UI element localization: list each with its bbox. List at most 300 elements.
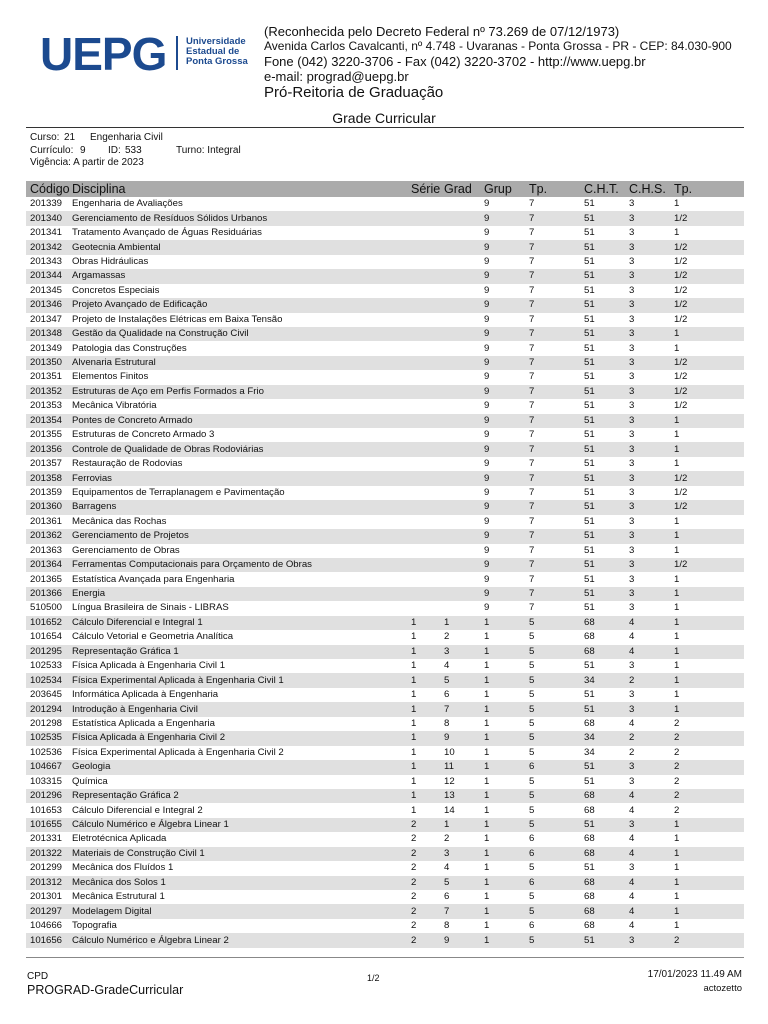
- cell-codigo: 203645: [30, 689, 63, 701]
- cell-codigo: 201342: [26, 240, 68, 254]
- cell-grup: 9: [484, 573, 490, 585]
- cell-serie: [407, 298, 440, 312]
- cell-disciplina: Cálculo Diferencial e Integral 2: [72, 804, 203, 816]
- cell-cht: 34: [580, 731, 625, 745]
- cell-tp: 7: [525, 327, 580, 341]
- cell-grad: [440, 370, 480, 384]
- cell-grup: 9: [484, 400, 490, 412]
- cell-disciplina: Pontes de Concreto Armado: [68, 414, 407, 428]
- cell-tp2: 2: [674, 775, 680, 787]
- cell-grad: [440, 544, 480, 558]
- cell-codigo: 201358: [26, 471, 68, 485]
- cell-tp2: 1: [674, 920, 680, 932]
- cell-grad: 7: [440, 702, 480, 716]
- table-row: [26, 240, 744, 254]
- course-info: [30, 132, 241, 170]
- cell-tp: 5: [529, 717, 535, 729]
- cell-tp2: 1: [670, 645, 744, 659]
- cell-cht: 51: [584, 458, 595, 470]
- cell-grup: 9: [480, 327, 525, 341]
- curso-label: Curso:: [30, 132, 60, 143]
- cell-cht: 51: [580, 587, 625, 601]
- cell-grup: 1: [484, 746, 490, 758]
- table-row: [26, 298, 744, 312]
- cell-tp: 7: [525, 211, 580, 225]
- cell-tp2: 1: [674, 862, 680, 874]
- cell-tp: 6: [525, 876, 580, 890]
- cell-grad: 10: [444, 746, 455, 758]
- cell-disciplina: Mecânica dos Solos 1: [68, 876, 407, 890]
- cell-codigo: 201301: [30, 891, 63, 903]
- cell-codigo: 201354: [26, 414, 68, 428]
- cell-grup: 1: [484, 862, 490, 874]
- cell-serie: [407, 240, 440, 254]
- table-row: [26, 789, 744, 803]
- cell-tp: 7: [529, 371, 535, 383]
- university-name-line2: Estadual de: [186, 46, 240, 57]
- cell-codigo: 201298: [30, 717, 63, 729]
- table-row: [26, 399, 744, 413]
- cell-tp2: 1: [670, 847, 744, 861]
- cell-grad: [440, 313, 480, 327]
- cell-grup: 9: [484, 198, 490, 210]
- cell-disciplina: Mecânica Vibratória: [72, 400, 157, 412]
- cell-grup: 9: [480, 558, 525, 572]
- cell-disciplina: Equipamentos de Terraplanagem e Pavimentação: [72, 486, 285, 498]
- cell-tp: 7: [529, 400, 535, 412]
- cell-serie: [407, 529, 440, 543]
- cell-tp: 7: [529, 486, 535, 498]
- cell-cht: 51: [584, 660, 595, 672]
- cell-tp: 5: [525, 818, 580, 832]
- cell-serie: 2: [407, 818, 440, 832]
- cell-tp2: 2: [670, 933, 744, 947]
- cell-tp: 7: [525, 529, 580, 543]
- cell-chs: 3: [625, 529, 670, 543]
- cell-codigo: 102535: [26, 731, 68, 745]
- table-row: [26, 933, 744, 947]
- table-row: [26, 486, 744, 500]
- cell-tp2: 1/2: [670, 269, 744, 283]
- cell-tp2: 1: [670, 587, 744, 601]
- cell-disciplina: Mecânica dos Fluídos 1: [72, 862, 174, 874]
- cell-chs: 4: [629, 717, 635, 729]
- cell-serie: 1: [411, 631, 417, 643]
- cell-tp2: 1: [674, 573, 680, 585]
- cell-grup: 1: [480, 645, 525, 659]
- cell-tp: 5: [529, 689, 535, 701]
- cell-tp: 5: [529, 660, 535, 672]
- cell-tp: 5: [525, 616, 580, 630]
- cell-tp: 7: [525, 298, 580, 312]
- cell-cht: 51: [584, 227, 595, 239]
- cell-chs: 3: [625, 442, 670, 456]
- cell-cht: 68: [580, 645, 625, 659]
- cell-tp: 7: [529, 573, 535, 585]
- cell-serie: 1: [411, 804, 417, 816]
- cell-grup: 9: [480, 414, 525, 428]
- cell-chs: 3: [625, 500, 670, 514]
- cell-disciplina: Energia: [68, 587, 407, 601]
- cell-chs: 3: [629, 486, 635, 498]
- cell-tp: 7: [529, 342, 535, 354]
- cell-disciplina: Gerenciamento de Obras: [72, 544, 180, 556]
- cell-cht: 51: [580, 240, 625, 254]
- cell-codigo: 201353: [30, 400, 63, 412]
- cell-cht: 68: [580, 616, 625, 630]
- cell-cht: 51: [580, 760, 625, 774]
- cell-tp2: 1: [674, 602, 680, 614]
- cell-grup: 1: [480, 731, 525, 745]
- cell-grup: 9: [480, 529, 525, 543]
- cell-chs: 3: [625, 327, 670, 341]
- table-row: [26, 529, 744, 543]
- cell-tp: 7: [529, 602, 535, 614]
- col-grup: Grup: [480, 181, 525, 197]
- cell-chs: 3: [629, 775, 635, 787]
- cell-serie: [407, 269, 440, 283]
- cell-grup: 9: [484, 284, 490, 296]
- cell-disciplina: Estruturas de Concreto Armado 3: [72, 429, 215, 441]
- cell-serie: [407, 486, 440, 500]
- cell-tp2: 2: [674, 804, 680, 816]
- cell-tp: 7: [529, 227, 535, 239]
- cell-cht: 68: [584, 833, 595, 845]
- cell-serie: [407, 414, 440, 428]
- cell-tp2: 1/2: [670, 211, 744, 225]
- cell-grad: 6: [444, 689, 450, 701]
- cell-codigo: 201296: [26, 789, 68, 803]
- footer-datetime: 17/01/2023 11.49 AM: [647, 969, 742, 980]
- cell-tp2: 1/2: [674, 371, 688, 383]
- cell-disciplina: Língua Brasileira de Sinais - LIBRAS: [72, 602, 229, 614]
- cell-grad: 1: [440, 616, 480, 630]
- cell-serie: [407, 197, 440, 211]
- cell-chs: 3: [625, 558, 670, 572]
- cell-serie: 1: [407, 645, 440, 659]
- table-row: [26, 284, 744, 298]
- col-grad: Grad: [440, 181, 480, 197]
- cell-tp: 7: [525, 471, 580, 485]
- cell-tp: 7: [525, 269, 580, 283]
- cell-tp: 5: [529, 775, 535, 787]
- cell-chs: 3: [629, 515, 635, 527]
- cell-disciplina: Informática Aplicada à Engenharia: [72, 689, 219, 701]
- cell-serie: 2: [411, 920, 417, 932]
- cell-cht: 68: [580, 789, 625, 803]
- cell-serie: [407, 226, 440, 240]
- university-name-line1: Universidade: [186, 36, 246, 47]
- cell-grad: 4: [444, 862, 450, 874]
- cell-disciplina: Restauração de Rodovias: [72, 458, 183, 470]
- cell-grad: [440, 269, 480, 283]
- cell-codigo: 201349: [30, 342, 63, 354]
- cell-chs: 3: [625, 385, 670, 399]
- cell-disciplina: Estatística Avançada para Engenharia: [72, 573, 235, 585]
- cell-serie: 1: [407, 673, 440, 687]
- table-row: [26, 356, 744, 370]
- cell-tp: 5: [529, 746, 535, 758]
- cell-disciplina: Mecânica Estrutural 1: [72, 891, 165, 903]
- cell-tp2: 1: [674, 342, 680, 354]
- cell-chs: 3: [629, 602, 635, 614]
- cell-serie: [407, 327, 440, 341]
- cell-chs: 3: [629, 284, 635, 296]
- cell-chs: 3: [629, 862, 635, 874]
- uepg-logo: [40, 28, 250, 78]
- cell-chs: 3: [629, 227, 635, 239]
- university-name-line3: Ponta Grossa: [186, 56, 248, 67]
- cell-grad: 14: [444, 804, 455, 816]
- cell-serie: 2: [407, 847, 440, 861]
- footer-user: actozetto: [703, 983, 742, 994]
- cell-grad: [440, 442, 480, 456]
- table-row: [26, 587, 744, 601]
- cell-codigo: 102534: [26, 673, 68, 687]
- cell-serie: 2: [407, 933, 440, 947]
- cell-codigo: 201346: [26, 298, 68, 312]
- cell-grup: 9: [484, 602, 490, 614]
- cell-tp: 7: [529, 255, 535, 267]
- cell-serie: [407, 370, 440, 384]
- cell-grup: 1: [484, 631, 490, 643]
- id-label: ID:: [108, 144, 121, 156]
- table-body: [26, 197, 744, 948]
- cell-grad: [440, 226, 480, 240]
- cell-chs: 4: [625, 645, 670, 659]
- cell-serie: [407, 601, 440, 615]
- cell-cht: 51: [584, 689, 595, 701]
- cell-codigo: 201361: [30, 515, 63, 527]
- table-row: [26, 673, 744, 687]
- recognition-decree: (Reconhecida pelo Decreto Federal nº 73.269 de 07/12/1973): [264, 24, 620, 39]
- cell-disciplina: Física Aplicada à Engenharia Civil 1: [72, 660, 226, 672]
- cell-grad: 8: [444, 717, 450, 729]
- cell-disciplina: Física Experimental Aplicada à Engenharia Civil 2: [72, 746, 284, 758]
- vigencia: Vigência: A partir de 2023: [30, 157, 144, 168]
- cell-tp2: 1/2: [670, 500, 744, 514]
- table-row: [26, 558, 744, 572]
- curriculum-line: [30, 145, 241, 158]
- table-row: [26, 226, 744, 240]
- cell-tp2: 1: [674, 833, 680, 845]
- cell-tp: 7: [529, 544, 535, 556]
- cell-codigo: 201299: [30, 862, 63, 874]
- table-row: [26, 890, 744, 904]
- cell-cht: 68: [580, 847, 625, 861]
- cell-chs: 4: [625, 904, 670, 918]
- cell-chs: 3: [629, 400, 635, 412]
- cell-grup: 9: [480, 385, 525, 399]
- cell-tp2: 1: [670, 327, 744, 341]
- cell-chs: 3: [625, 471, 670, 485]
- cell-serie: 2: [407, 904, 440, 918]
- cell-grad: 2: [444, 833, 450, 845]
- cell-cht: 51: [580, 933, 625, 947]
- cell-grup: 9: [484, 255, 490, 267]
- cell-cht: 68: [584, 891, 595, 903]
- table-row: [26, 197, 744, 211]
- cell-grup: 1: [480, 933, 525, 947]
- cell-disciplina: Concretos Especiais: [72, 284, 160, 296]
- cell-disciplina: Física Experimental Aplicada à Engenharia Civil 1: [68, 673, 407, 687]
- table-row: [26, 803, 744, 817]
- curriculum-table: [26, 181, 744, 948]
- cell-cht: 51: [584, 573, 595, 585]
- cell-grad: [440, 572, 480, 586]
- cell-chs: 3: [625, 269, 670, 283]
- cell-cht: 51: [580, 442, 625, 456]
- cell-tp2: 1: [674, 458, 680, 470]
- cell-chs: 3: [625, 818, 670, 832]
- cell-codigo: 201355: [30, 429, 63, 441]
- cell-cht: 51: [580, 818, 625, 832]
- cell-cht: 68: [584, 631, 595, 643]
- table-row: [26, 876, 744, 890]
- cell-grup: 1: [480, 760, 525, 774]
- cell-tp: 6: [525, 760, 580, 774]
- table-row: [26, 370, 744, 384]
- cell-grup: 1: [480, 673, 525, 687]
- cell-disciplina: Tratamento Avançado de Águas Residuárias: [72, 227, 262, 239]
- cell-tp2: 1: [674, 631, 680, 643]
- cell-cht: 51: [584, 342, 595, 354]
- cell-tp: 5: [529, 862, 535, 874]
- email: e-mail: prograd@uepg.br: [264, 69, 409, 84]
- cell-grad: [440, 298, 480, 312]
- cell-disciplina: Física Aplicada à Engenharia Civil 2: [68, 731, 407, 745]
- cell-grad: 9: [440, 731, 480, 745]
- cell-cht: 51: [584, 284, 595, 296]
- table-row: [26, 428, 744, 442]
- cell-chs: 2: [625, 731, 670, 745]
- cell-grup: 1: [480, 616, 525, 630]
- cell-codigo: 102533: [30, 660, 63, 672]
- cell-cht: 51: [580, 558, 625, 572]
- cell-tp: 7: [529, 515, 535, 527]
- cell-grad: [440, 428, 480, 442]
- cell-codigo: 201359: [30, 486, 63, 498]
- cell-codigo: 201331: [30, 833, 63, 845]
- cell-grad: 12: [444, 775, 455, 787]
- cell-chs: 2: [629, 746, 635, 758]
- cell-disciplina: Cálculo Diferencial e Integral 1: [68, 616, 407, 630]
- cell-tp2: 1/2: [670, 356, 744, 370]
- cell-tp: 5: [525, 904, 580, 918]
- cell-grad: [440, 356, 480, 370]
- cell-grup: 9: [484, 313, 490, 325]
- cell-grad: [440, 399, 480, 413]
- cell-codigo: 201294: [26, 702, 68, 716]
- table-row: [26, 746, 744, 760]
- cell-serie: [407, 500, 440, 514]
- cell-grup: 1: [484, 660, 490, 672]
- cell-cht: 34: [580, 673, 625, 687]
- cell-chs: 3: [625, 298, 670, 312]
- turno: Turno: Integral: [176, 144, 241, 156]
- cell-cht: 51: [580, 385, 625, 399]
- cell-serie: [407, 284, 440, 298]
- table-row: [26, 731, 744, 745]
- cell-serie: [407, 558, 440, 572]
- cell-grup: 9: [484, 515, 490, 527]
- cell-disciplina: Representação Gráfica 2: [68, 789, 407, 803]
- cell-disciplina: Geotecnia Ambiental: [68, 240, 407, 254]
- cell-serie: 1: [411, 717, 417, 729]
- table-row: [26, 659, 744, 673]
- cell-grad: 3: [440, 847, 480, 861]
- cell-cht: 51: [580, 298, 625, 312]
- cell-grup: 1: [484, 920, 490, 932]
- cell-tp: 7: [525, 356, 580, 370]
- cell-grup: 1: [480, 702, 525, 716]
- cell-disciplina: Gerenciamento de Resíduos Sólidos Urbanos: [68, 211, 407, 225]
- cell-tp: 7: [529, 458, 535, 470]
- cell-tp: 7: [525, 240, 580, 254]
- cell-codigo: 103315: [30, 775, 63, 787]
- table-row: [26, 818, 744, 832]
- cell-cht: 51: [584, 371, 595, 383]
- cell-serie: 1: [407, 702, 440, 716]
- cell-serie: 2: [411, 833, 417, 845]
- cell-tp2: 1: [674, 198, 680, 210]
- cell-disciplina: Eletrotécnica Aplicada: [72, 833, 167, 845]
- cell-grad: 4: [444, 660, 450, 672]
- cell-codigo: 201365: [30, 573, 63, 585]
- cell-disciplina: Obras Hidráulicas: [72, 255, 149, 267]
- cell-tp: 7: [529, 313, 535, 325]
- title-divider: [26, 127, 744, 128]
- cell-codigo: 201362: [26, 529, 68, 543]
- cell-codigo: 201363: [30, 544, 63, 556]
- table-row: [26, 515, 744, 529]
- cell-grup: 9: [484, 342, 490, 354]
- cell-codigo: 201341: [30, 227, 63, 239]
- footer-cpd: CPD: [27, 971, 49, 982]
- cell-grad: [440, 558, 480, 572]
- cell-codigo: 101652: [26, 616, 68, 630]
- cell-tp: 6: [529, 833, 535, 845]
- cell-grup: 1: [480, 847, 525, 861]
- cell-cht: 51: [584, 775, 595, 787]
- table-bottom-rule: [26, 957, 744, 958]
- cell-serie: 1: [407, 731, 440, 745]
- cell-serie: [407, 587, 440, 601]
- cell-codigo: 201366: [26, 587, 68, 601]
- cell-grad: 11: [440, 760, 480, 774]
- cell-grup: 9: [480, 356, 525, 370]
- cell-tp: 5: [529, 804, 535, 816]
- cell-chs: 3: [629, 255, 635, 267]
- cell-chs: 3: [629, 544, 635, 556]
- cell-chs: 3: [625, 211, 670, 225]
- cell-serie: 1: [411, 775, 417, 787]
- cell-serie: [407, 457, 440, 471]
- cell-tp2: 1: [670, 442, 744, 456]
- col-serie: Série: [407, 181, 440, 197]
- table-row: [26, 544, 744, 558]
- cell-serie: [407, 442, 440, 456]
- cell-grad: 5: [440, 673, 480, 687]
- cell-grup: 9: [480, 211, 525, 225]
- cell-cht: 68: [584, 804, 595, 816]
- cell-tp: 5: [525, 731, 580, 745]
- cell-disciplina: Gerenciamento de Projetos: [68, 529, 407, 543]
- cell-disciplina: Engenharia de Avaliações: [72, 198, 183, 210]
- cell-codigo: 101656: [26, 933, 68, 947]
- table-row: [26, 327, 744, 341]
- cell-serie: 1: [411, 689, 417, 701]
